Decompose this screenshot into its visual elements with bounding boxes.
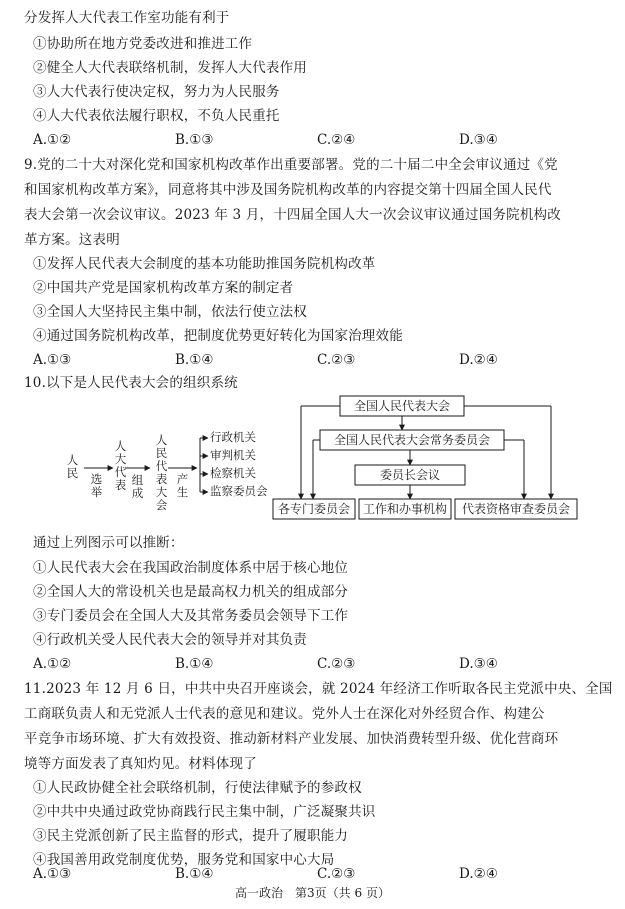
q11-item-1: ①人民政协健全社会联络机制，行使法律赋予的参政权 bbox=[33, 780, 362, 796]
option-d: D.②④ bbox=[459, 352, 498, 368]
diagram-congress: 人民代表大会 bbox=[155, 433, 168, 512]
option-d: D.②④ bbox=[459, 866, 498, 882]
option-d: D.③④ bbox=[459, 656, 498, 672]
option-a: A.①② bbox=[33, 656, 72, 672]
option-b: B.①③ bbox=[175, 132, 214, 148]
diagram-deputies: 人大代表 bbox=[114, 439, 127, 492]
q9-line-4: 革方案。这表明 bbox=[24, 232, 120, 248]
standing-committee-box: 全国人民代表大会常务委员会 bbox=[333, 433, 490, 447]
intro-line: 分发挥人大代表工作室功能有利于 bbox=[24, 10, 230, 26]
option-b: B.①④ bbox=[175, 352, 214, 368]
intro-item-2: ②健全人大代表联络机制，发挥人大代表作用 bbox=[33, 60, 307, 76]
q11-line-3: 平竞争市场环境、扩大有效投资、推动新材料产业发展、加快消费转型升级、优化营商环 bbox=[24, 731, 559, 747]
q11-line-1: 11.2023 年 12 月 6 日，中共中央召开座谈会，就 2024 年经济工作听取各民主党派中央、全国 bbox=[24, 681, 613, 697]
diagram-elect: 选举 bbox=[90, 472, 103, 499]
option-d: D.③④ bbox=[459, 132, 498, 148]
q11-options bbox=[33, 866, 613, 884]
credentials-committee-box: 代表资格审查委员会 bbox=[461, 502, 570, 516]
council-of-chairpersons-box: 委员长会议 bbox=[379, 468, 440, 482]
q9-line-2: 和国家机构改革方案》，同意将其中涉及国务院机构改革的内容提交第十四届全国人民代 bbox=[24, 182, 552, 198]
org-diagram bbox=[0, 388, 625, 528]
q11-line-2: 工商联负责人和无党派人士代表的意见和建议。党外人士在深化对外经贸合作、构建公 bbox=[24, 706, 545, 722]
npc-box: 全国人民代表大会 bbox=[353, 399, 450, 413]
organ-supervisory: 监察委员会 bbox=[210, 484, 268, 498]
work-bodies-box: 工作和办事机构 bbox=[362, 502, 447, 516]
intro-options bbox=[33, 132, 613, 150]
q9-item-3: ③全国人大坚持民主集中制，依法行使立法权 bbox=[33, 304, 307, 320]
organ-judicial: 审判机关 bbox=[210, 448, 256, 462]
q11-item-2: ②中共中央通过政党协商践行民主集中制，广泛凝聚共识 bbox=[33, 804, 376, 820]
organ-procuratorial: 检察机关 bbox=[210, 466, 256, 480]
option-a: A.①③ bbox=[33, 352, 72, 368]
q11-item-4: ④我国善用政党制度优势，服务党和国家中心大局 bbox=[33, 852, 335, 868]
diagram-compose: 组成 bbox=[131, 473, 144, 500]
diagram-people: 人民 bbox=[66, 453, 79, 480]
diagram-produce: 产生 bbox=[176, 472, 189, 499]
q11-line-4: 境等方面发表了真知灼见。材料体现了 bbox=[24, 756, 257, 772]
q10-options bbox=[33, 656, 613, 674]
option-b: B.①④ bbox=[175, 656, 214, 672]
q10-item-3: ③专门委员会在全国人大及其常务委员会领导下工作 bbox=[33, 608, 349, 624]
option-c: C.②③ bbox=[317, 866, 356, 882]
organ-administrative: 行政机关 bbox=[210, 430, 256, 444]
option-a: A.①② bbox=[33, 132, 72, 148]
q10-item-1: ①人民代表大会在我国政治制度体系中居于核心地位 bbox=[33, 560, 349, 576]
option-c: C.②④ bbox=[317, 132, 356, 148]
q11-item-3: ③民主党派创新了民主监督的形式，提升了履职能力 bbox=[33, 828, 349, 844]
intro-item-1: ①协助所在地方党委改进和推进工作 bbox=[33, 36, 253, 52]
q9-line-1: 9.党的二十大对深化党和国家机构改革作出重要部署。党的二十届二中全会审议通过《党 bbox=[24, 157, 558, 173]
q10-item-4: ④行政机关受人民代表大会的领导并对其负责 bbox=[33, 632, 307, 648]
q10-lead: 通过上列图示可以推断： bbox=[33, 535, 184, 551]
intro-item-3: ③人大代表行使决定权，努力为人民服务 bbox=[33, 84, 280, 100]
q9-options bbox=[33, 352, 613, 370]
q9-item-2: ②中国共产党是国家机构改革方案的制定者 bbox=[33, 280, 294, 296]
q9-line-3: 表大会第一次会议审议。2023 年 3 月，十四届全国人大一次会议审议通过国务院机构改 bbox=[24, 207, 561, 223]
special-committees-box: 各专门委员会 bbox=[277, 502, 350, 516]
q10-item-2: ②全国人大的常设机关也是最高权力机关的组成部分 bbox=[33, 584, 349, 600]
intro-item-4: ④人大代表依法履行职权，不负人民重托 bbox=[33, 108, 280, 124]
q9-item-1: ①发挥人民代表大会制度的基本功能助推国务院机构改革 bbox=[33, 256, 376, 272]
option-c: C.②③ bbox=[317, 656, 356, 672]
page-footer: 高一政治 第3页（共 6 页） bbox=[235, 886, 390, 900]
option-c: C.②③ bbox=[317, 352, 356, 368]
option-a: A.①③ bbox=[33, 866, 72, 882]
q10-title: 10.以下是人民代表大会的组织系统 bbox=[24, 375, 238, 391]
option-b: B.①④ bbox=[175, 866, 214, 882]
q9-item-4: ④通过国务院机构改革，把制度优势更好转化为国家治理效能 bbox=[33, 328, 403, 344]
